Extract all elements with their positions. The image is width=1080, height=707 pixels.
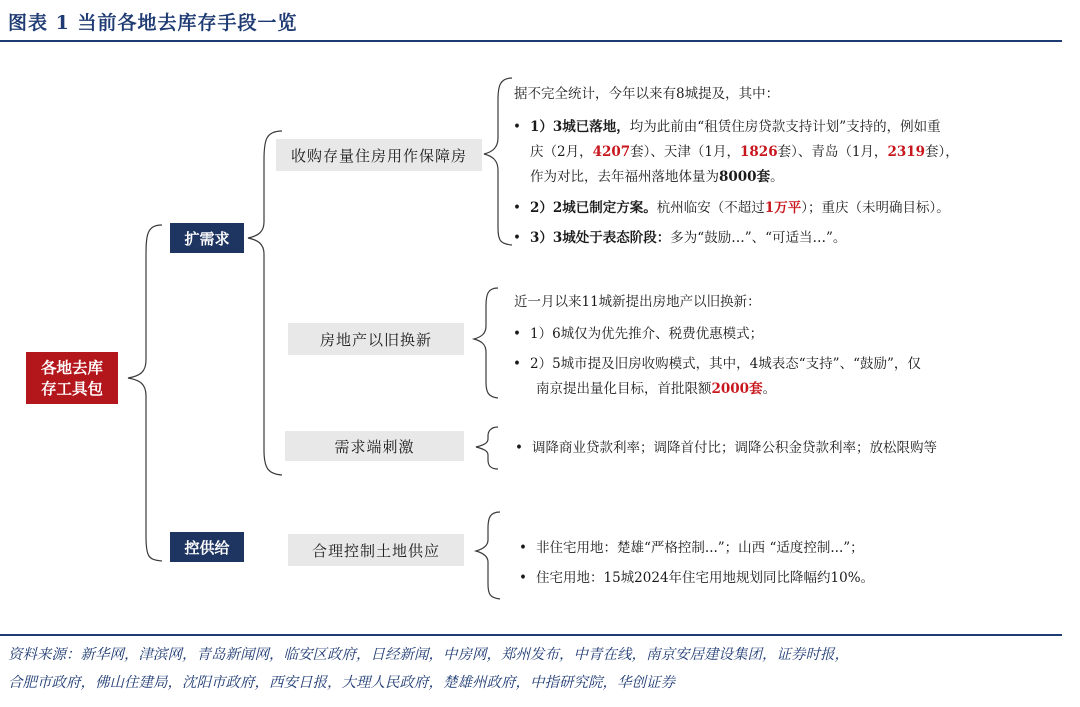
- land-item-2: 住宅用地：15城2024年住宅用地规划同比降幅约10%。: [536, 570, 875, 586]
- node-purchase-housing: 收购存量住房用作保障房: [276, 139, 482, 171]
- root-brace: [128, 225, 162, 561]
- purchase-item-1: [530, 115, 1050, 140]
- footer-rule: [0, 634, 1062, 636]
- root-node: [26, 352, 118, 404]
- node-trade-in: 房地产以旧换新: [288, 323, 464, 355]
- purchase-item-1-line3: [530, 165, 1050, 190]
- demand-brace: [248, 131, 282, 475]
- purchase-brace: [484, 78, 512, 245]
- node-demand-stimulus: 需求端刺激: [285, 431, 464, 461]
- purchase-bullet-1: •: [513, 119, 521, 135]
- value-linan: 1万平: [764, 200, 802, 216]
- purchase-bullet-2: •: [513, 200, 521, 216]
- purchase-item-1-text-g: 。: [770, 169, 784, 185]
- root-label-line1: 各地去库: [40, 358, 103, 377]
- value-qingdao: 2319: [887, 144, 926, 160]
- source-line-2: 合肥市政府，佛山住建局，沈阳市政府，西安日报，大理人民政府，楚雄州政府，中指研究院，华创证券: [8, 675, 675, 691]
- purchase-item-1-text-e: 套），: [925, 144, 959, 160]
- land-bullet-2: •: [519, 570, 527, 586]
- tradein-brace: [474, 288, 498, 398]
- source-line-1: 资料来源：新华网，津滨网，青岛新闻网，临安区政府，日经新闻，中房网，郑州发布，中青在线，南京安居建设集团，证券时报，: [8, 647, 849, 663]
- purchase-item-1-text-b: 庆（2月，: [530, 144, 593, 160]
- node-land-supply: 合理控制土地供应: [288, 534, 464, 566]
- purchase-bullet-3: •: [513, 230, 521, 246]
- figure-title: 图表 1 当前各地去库存手段一览: [8, 12, 298, 34]
- tradein-intro: 近一月以来11城新提出房地产以旧换新：: [514, 294, 761, 310]
- value-chongqing: 4207: [592, 144, 631, 160]
- purchase-item-1-text-d: 套）、青岛（1月，: [777, 144, 888, 160]
- stimulus-brace: [476, 427, 498, 469]
- purchase-item-1-head: 1）3城已落地，: [530, 119, 630, 135]
- tradein-item-2: 2）5城市提及旧房收购模式，其中，4城表态“支持”、“鼓励”，仅: [530, 356, 921, 372]
- value-fuzhou: 8000套: [719, 169, 771, 185]
- value-nanjing: 2000套: [711, 381, 763, 397]
- purchase-item-1-text-c: 套）、天津（1月，: [630, 144, 741, 160]
- purchase-item-2-head: 2）2城已制定方案。: [530, 200, 657, 216]
- tradein-item-2-text-b: 。: [762, 381, 777, 397]
- purchase-item-1-line2: [530, 140, 1050, 165]
- node-expand-demand: 扩需求: [170, 223, 244, 253]
- land-item-1: 非住宅用地：楚雄“严格控制...”；山西 “适度控制...”；: [536, 540, 864, 556]
- tradein-bullet-1: •: [513, 326, 521, 342]
- stimulus-item-1: 调降商业贷款利率；调降首付比；调降公积金贷款利率；放松限购等: [532, 440, 937, 456]
- tradein-item-2-line2: [536, 377, 1056, 402]
- value-tianjin: 1826: [740, 144, 778, 160]
- purchase-item-1-text-f: 作为对比，去年福州落地体量为: [530, 169, 719, 185]
- purchase-item-3: [530, 226, 1050, 251]
- purchase-item-2-text-a: 杭州临安（不超过: [656, 200, 765, 216]
- source-note: [8, 641, 1058, 697]
- purchase-item-1-text-a: 均为此前由“租赁住房贷款支持计划”支持的，例如重: [629, 119, 941, 135]
- tradein-bullet-2: •: [513, 356, 521, 372]
- purchase-intro: 据不完全统计，今年以来有8城提及，其中：: [514, 86, 780, 102]
- purchase-item-2: [530, 196, 1060, 221]
- node-control-supply: 控供给: [170, 532, 244, 562]
- land-brace: [476, 512, 500, 599]
- purchase-item-2-text-b: ）；重庆（未明确目标）。: [801, 200, 950, 216]
- root-label-line2: 存工具包: [40, 379, 103, 398]
- tradein-item-2-text-a: 南京提出量化目标，首批限额: [536, 381, 712, 397]
- purchase-item-3-text: 多为“鼓励…”、“可适当…”。: [670, 230, 847, 246]
- tradein-item-1: 1）6城仅为优先推介、税费优惠模式；: [530, 326, 764, 342]
- purchase-item-3-head: 3）3城处于表态阶段：: [530, 230, 671, 246]
- stimulus-bullet-1: •: [515, 440, 523, 456]
- land-bullet-1: •: [519, 540, 527, 556]
